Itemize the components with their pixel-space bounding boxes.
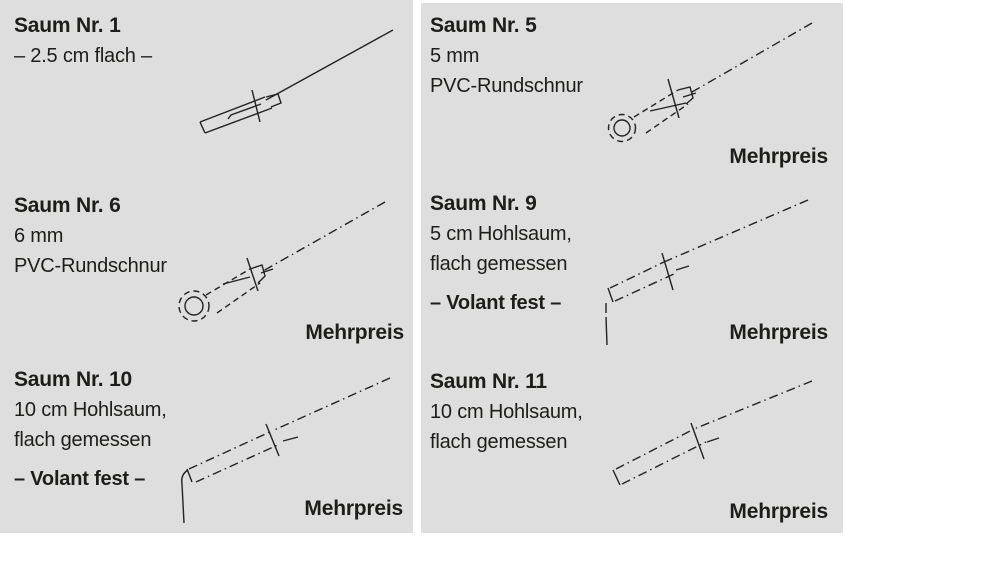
panel-note: – Volant fest – — [14, 468, 146, 490]
panel-description-line: – 2.5 cm flach – — [14, 45, 152, 67]
surcharge-label: Mehrpreis — [729, 321, 828, 344]
panel-description-line: flach gemessen — [14, 429, 152, 451]
panel-title: Saum Nr. 6 — [14, 194, 121, 217]
panel-saum-9 — [430, 188, 572, 318]
panel-saum-10 — [14, 364, 167, 494]
panel-description-line: PVC-Rundschnur — [430, 75, 583, 97]
panel-description-line: 6 mm — [14, 225, 64, 247]
panel-saum-11 — [430, 366, 583, 457]
panel-description-line: 5 mm — [430, 45, 480, 67]
panel-title: Saum Nr. 5 — [430, 14, 537, 37]
panel-description-line: 10 cm Hohlsaum, — [14, 399, 167, 421]
panel-description-line: flach gemessen — [430, 431, 568, 453]
pvc-cord-hem-sketch — [130, 195, 400, 335]
panel-description-line: flach gemessen — [430, 253, 568, 275]
surcharge-label: Mehrpreis — [305, 321, 404, 344]
flat-hem-sketch — [185, 22, 400, 142]
panel-title: Saum Nr. 1 — [14, 14, 121, 37]
panel-saum-6 — [14, 190, 167, 281]
surcharge-label: Mehrpreis — [729, 500, 828, 523]
panel-title: Saum Nr. 10 — [14, 368, 133, 391]
panel-description-line: 5 cm Hohlsaum, — [430, 223, 572, 245]
panel-saum-1 — [14, 10, 152, 71]
pvc-cord-hem-sketch — [560, 18, 845, 143]
panel-title: Saum Nr. 9 — [430, 192, 537, 215]
panel-note: – Volant fest – — [430, 292, 562, 314]
surcharge-label: Mehrpreis — [729, 145, 828, 168]
surcharge-label: Mehrpreis — [304, 497, 403, 520]
panel-description-line: PVC-Rundschnur — [14, 255, 167, 277]
hollow-hem-sketch — [580, 372, 820, 492]
panel-saum-5 — [430, 10, 583, 101]
panel-title: Saum Nr. 11 — [430, 370, 547, 393]
panel-description-line: 10 cm Hohlsaum, — [430, 401, 583, 423]
